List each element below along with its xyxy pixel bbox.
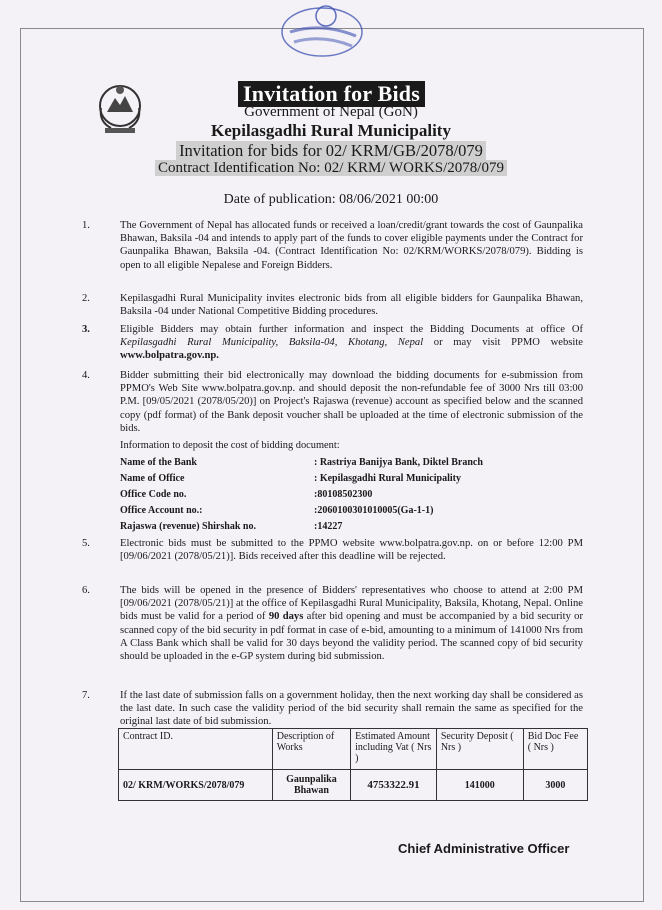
table-cell: 3000 — [523, 770, 587, 801]
table-header-cell: Description of Works — [272, 729, 350, 770]
deposit-row-account: Office Account no.: :2060100301010005(Ga-1-1) — [120, 505, 434, 516]
table-header-cell: Bid Doc Fee ( Nrs ) — [523, 729, 587, 770]
bid-summary-table — [118, 728, 588, 801]
invitation-number: Invitation for bids for 02/ KRM/GB/2078/079 — [0, 141, 662, 161]
table-header-cell: Contract ID. — [119, 729, 273, 770]
deposit-row-shirshak: Rajaswa (revenue) Shirshak no. :14227 — [120, 521, 343, 532]
deposit-row-office: Name of Office : Kepilasgadhi Rural Municipality — [120, 473, 461, 484]
table-header-cell: Security Deposit ( Nrs ) — [436, 729, 523, 770]
table-cell: 02/ KRM/WORKS/2078/079 — [119, 770, 273, 801]
deposit-row-bank: Name of the Bank : Rastriya Banijya Bank, Diktel Branch — [120, 457, 483, 468]
office-stamp-icon — [276, 2, 372, 60]
contract-identification: Contract Identification No: 02/ KRM/ WORKS/2078/079 — [0, 160, 662, 177]
deposit-row-code: Office Code no. :80108502300 — [120, 489, 373, 500]
document-title: Invitation for Bids — [238, 81, 425, 107]
table-row — [119, 770, 588, 801]
table-header-row — [119, 729, 588, 770]
government-line: Government of Nepal (GoN) — [244, 104, 418, 120]
publication-date: Date of publication: 08/06/2021 00:00 — [223, 192, 439, 207]
deposit-intro: Information to deposit the cost of bidding document: — [120, 440, 340, 451]
table-header-cell: Estimated Amount including Vat ( Nrs ) — [351, 729, 437, 770]
table-cell: 141000 — [436, 770, 523, 801]
table-cell: 4753322.91 — [351, 770, 437, 801]
table-cell: Gaunpalika Bhawan — [272, 770, 350, 801]
signatory-title: Chief Administrative Officer — [398, 841, 570, 856]
municipality-name: Kepilasgadhi Rural Municipality — [211, 121, 451, 140]
